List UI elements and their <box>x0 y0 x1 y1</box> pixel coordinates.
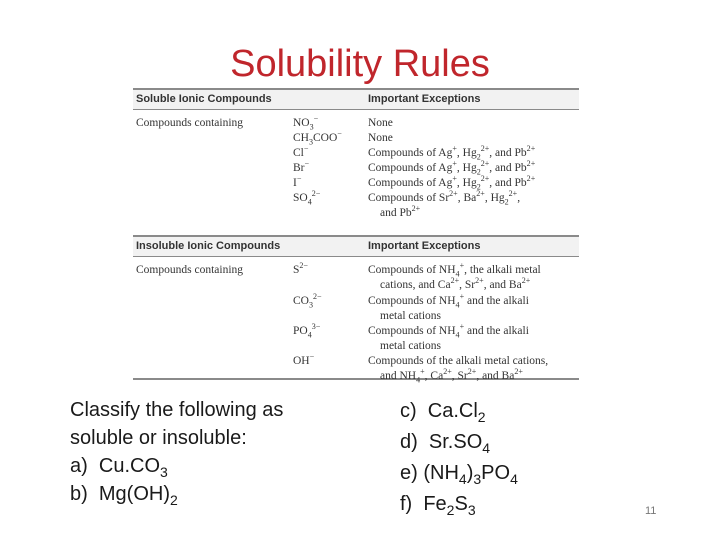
insoluble-exception-cont: metal cations <box>380 340 441 353</box>
soluble-exception: Compounds of Ag+, $Hg_2^{2+}$, and $Pb^{2+}$ <box>368 174 536 192</box>
insoluble-header-right: Important Exceptions <box>368 240 481 252</box>
insoluble-header <box>133 235 579 257</box>
soluble-ion: Br− <box>293 159 310 174</box>
insoluble-exception-cont: and $NH_4^+$, $Ca^{2+}$, $Sr^{2+}$, and $Ba^{2+}$ <box>380 367 523 385</box>
page-number: 11 <box>645 505 657 517</box>
insoluble-exception: Compounds of the alkali metal cations, and $NH_4^+$, $Ca^{2+}$, $Sr^{2+}$, and $Ba^{2+}$ <box>368 354 578 384</box>
insoluble-exception-cont: cations, and $Ca^{2+}$, $Sr^{2+}$, and $Ba^{2+}$ <box>380 276 531 292</box>
soluble-header <box>133 88 579 110</box>
slide-title: Solubility Rules <box>230 43 490 85</box>
soluble-exception: Compounds of $Sr^{2+}$, $Ba^{2+}$, $Hg_2^{2+}$, and $Pb^{2+}$ <box>368 191 578 221</box>
prompt-line: b) $Mg(OH)_2$ <box>70 483 178 508</box>
insoluble-ion: $S^{2-}$ <box>293 261 308 276</box>
soluble-ion: $NO_3^-$ <box>293 114 319 132</box>
prompt-line: Classify the following as <box>70 399 284 421</box>
soluble-ion: Cl− <box>293 144 309 159</box>
prompt-line: a) $Cu.CO_3$ <box>70 455 168 480</box>
insoluble-header-left: Insoluble Ionic Compounds <box>136 240 281 252</box>
soluble-exception: Compounds of Ag+, $Hg_2^{2+}$, and $Pb^{2+}$ <box>368 144 536 162</box>
insoluble-compounds-label: Compounds containing <box>136 264 244 276</box>
soluble-header-left: Soluble Ionic Compounds <box>136 93 272 105</box>
soluble-compounds-label: Compounds containing <box>136 117 244 129</box>
compound-item: f) $Fe_2S_3$ <box>400 493 476 518</box>
solubility-table <box>133 88 579 385</box>
prompt-line: soluble or insoluble: <box>70 427 247 449</box>
insoluble-exception: Compounds of $NH_4^+$, the alkali metal cations, and $Ca^{2+}$, $Sr^{2+}$, and $Ba^{2+}$ <box>368 263 578 293</box>
compound-list <box>400 396 518 520</box>
soluble-header-right: Important Exceptions <box>368 93 481 105</box>
soluble-section <box>133 110 579 235</box>
soluble-exception: None <box>368 117 393 129</box>
insoluble-exception-cont: metal cations <box>380 310 441 323</box>
soluble-exception-cont: and $Pb^{2+}$ <box>380 204 421 220</box>
insoluble-ion: $CO_3^{2-}$ <box>293 292 322 310</box>
soluble-ion: $CH_3COO^-$ <box>293 129 342 147</box>
soluble-exception: Compounds of Ag+, $Hg_2^{2+}$, and $Pb^{2+}$ <box>368 159 536 177</box>
soluble-exception: None <box>368 132 393 144</box>
soluble-ion: I− <box>293 174 302 189</box>
insoluble-ion: OH− <box>293 352 315 367</box>
insoluble-exception: Compounds of $NH_4^+$ and the alkali metal cations <box>368 324 578 354</box>
compound-item: d) $Sr.SO_4$ <box>400 431 491 456</box>
insoluble-exception: Compounds of $NH_4^+$ and the alkali metal cations <box>368 294 578 324</box>
compound-item: c) $Ca.Cl_2$ <box>400 400 486 425</box>
insoluble-section <box>133 257 579 385</box>
compound-item: e) $(NH_4)_3PO_4$ <box>400 462 518 487</box>
soluble-ion: $SO_4^{2-}$ <box>293 189 321 207</box>
classify-prompt <box>70 396 283 508</box>
insoluble-ion: $PO_4^{3-}$ <box>293 322 321 340</box>
